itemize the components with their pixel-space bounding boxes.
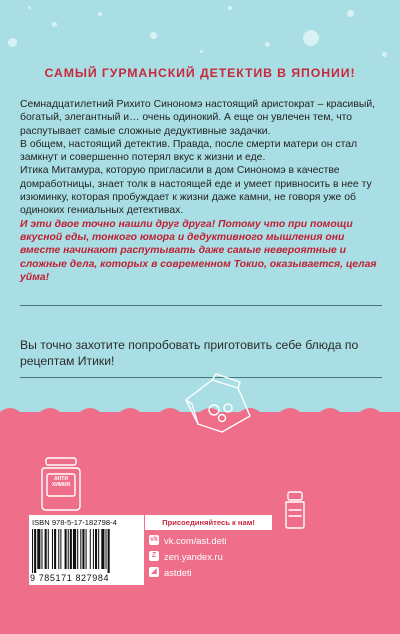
bubble-decoration [382, 52, 387, 57]
barcode-bar [34, 529, 36, 573]
barcode-bar [52, 529, 53, 569]
barcode-bar [90, 529, 91, 569]
barcode-bar [60, 529, 61, 569]
social-link-label: vk.com/ast.deti [164, 534, 227, 546]
barcode-bar [48, 529, 49, 569]
barcode-bar [54, 529, 56, 569]
bubble-decoration [347, 10, 354, 17]
isbn-label: ISBN 978-5-17-182798-4 [32, 518, 117, 527]
bottle-doodle [280, 490, 310, 530]
social-link-telegram[interactable] [149, 565, 271, 579]
description-paragraph-2: В общем, настоящий детектив. Правда, после смерти матери он стал замкнут и совершенно потерял вкус к жизни и еде. [20, 138, 358, 164]
barcode-bar [108, 529, 110, 573]
description [20, 98, 384, 284]
barcode-bar [58, 529, 59, 569]
barcode-bar [82, 529, 84, 569]
social-header: Присоединяйтесь к нам! [145, 515, 272, 530]
barcode-bar [101, 529, 104, 569]
zen-icon: Z [149, 551, 159, 561]
barcode-bar [80, 529, 81, 569]
bubble-decoration [52, 22, 57, 27]
social-link-zen[interactable] [149, 549, 271, 563]
barcode-digits: 9 785171 827984 [30, 573, 110, 583]
barcode-bar [93, 529, 94, 569]
description-paragraph-1: Семнадцатилетний Рихито Синономэ настоящий аристократ – красивый, богатый, элегантный и… очень одинокий. А еще он увлечен тем, что распутывает самые сложные дедуктивные задачки. [20, 99, 376, 137]
isbn-barcode-block [29, 515, 144, 585]
social-link-label: zen.yandex.ru [164, 550, 223, 562]
barcode-bar [68, 529, 69, 569]
bubble-decoration [98, 12, 102, 16]
bubble-decoration [150, 32, 157, 39]
bubble-decoration [8, 38, 17, 47]
social-link-label: astdeti [164, 566, 192, 578]
callout-text: Вы точно захотите попробовать приготовить себе блюда по рецептам Итики! [20, 338, 359, 368]
telegram-icon: ◢ [149, 567, 159, 577]
social-links-block [145, 515, 272, 585]
barcode-bar [86, 529, 87, 569]
barcode-bar [106, 529, 107, 569]
bubble-decoration [200, 50, 203, 53]
barcode-bar [41, 529, 42, 569]
description-paragraph-3: Итика Митамура, которую пригласили в дом Синономэ в качестве домработницы, знает толк в настоящей еде и умеет привносить в нее ту изюминку, которая пробуждает к жизни даже камни, не говоря уже об одиноких гениальных детективах. [20, 165, 372, 217]
description-emphasis: И эти двое точно нашли друг друга! Потому что при помощи вкусной еды, тонкого юмора и дедуктивного мышления они вместе начинают распутывать даже самые невероятные и сложные дела, которых в современном Токио, оказывается, целая уйма! [20, 218, 377, 283]
divider-top [20, 305, 382, 306]
bubble-decoration [228, 6, 232, 10]
barcode-bar [98, 529, 99, 569]
barcode-bar [37, 529, 40, 569]
bubble-decoration [303, 30, 319, 46]
barcode-bar [95, 529, 97, 569]
vk-icon: vk [150, 536, 158, 543]
jar-label: АНТИ ХИМИЯ [51, 476, 71, 488]
headline: САМЫЙ ГУРМАНСКИЙ ДЕТЕКТИВ В ЯПОНИИ! [44, 66, 356, 80]
barcode-bar [73, 529, 76, 569]
barcode-bar [32, 529, 33, 573]
barcode-bar [70, 529, 72, 569]
barcode-bar [77, 529, 78, 569]
barcode-graphic [32, 529, 141, 573]
milk-carton-doodle [178, 372, 258, 436]
social-link-vk[interactable] [149, 533, 271, 547]
bubble-decoration [265, 42, 270, 47]
barcode-bar [45, 529, 47, 569]
bubble-decoration [28, 6, 31, 9]
barcode-bar [65, 529, 67, 569]
